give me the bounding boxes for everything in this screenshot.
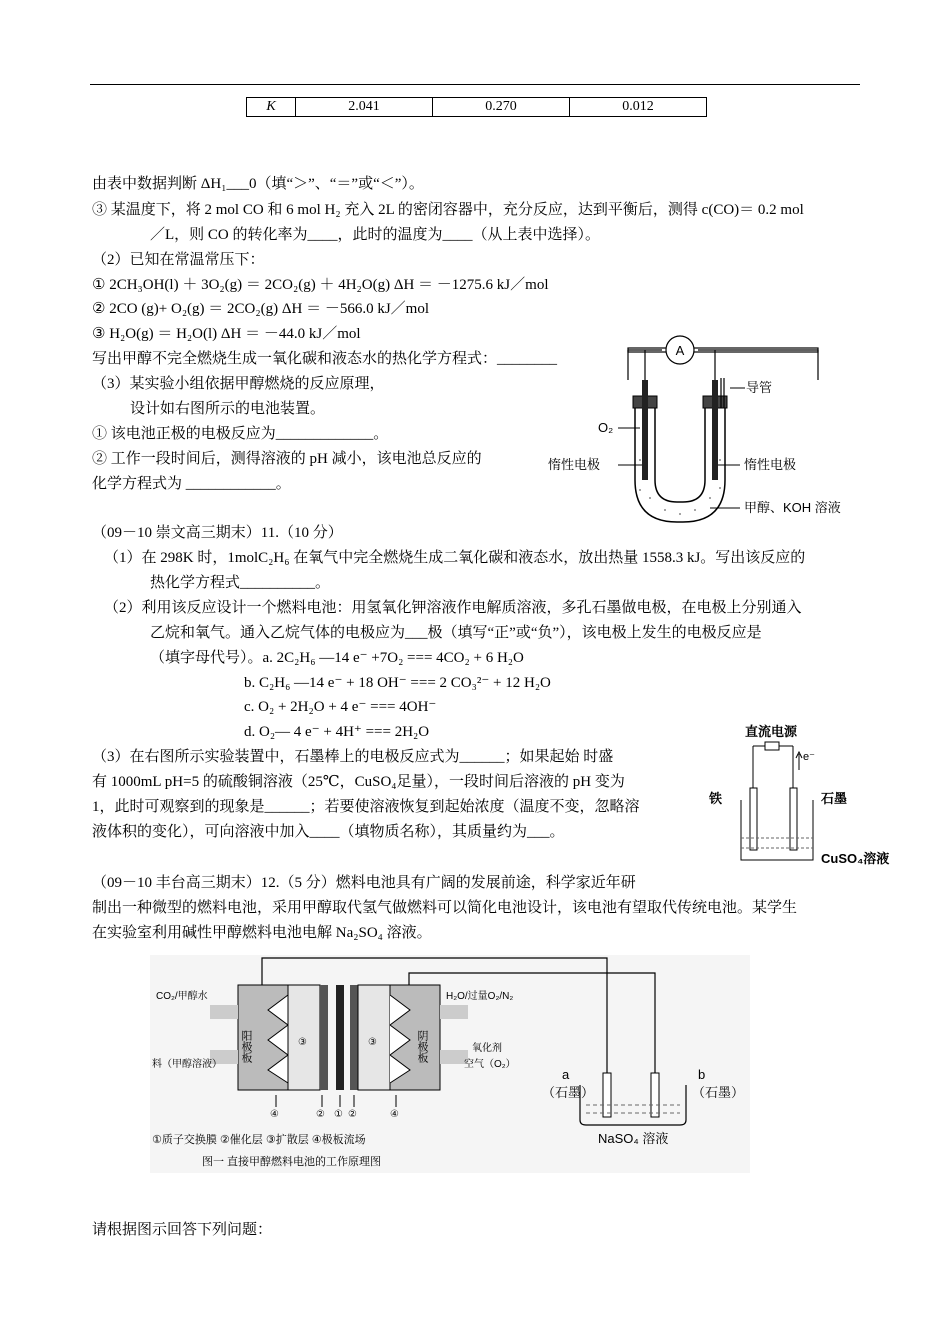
legend-text: ①质子交换膜 ②催化层 ③扩散层 ④极板流场 [152,1134,366,1146]
question-heading: （09－10 崇文高三期末）11.（10 分） [92,525,343,541]
anode-plate-label: 阳极板 [240,1030,252,1063]
right-electrode-label: 惰性电极 [744,457,797,472]
left-outlet-label: CO₂/甲醇水 [156,991,208,1002]
layer-3-left: ③ [298,1037,307,1048]
cathode-plate-label: 阴极板 [416,1030,428,1063]
solution-label: 甲醇、KOH 溶液 [744,500,841,515]
right-inlet-label-1: 氧化剂 [472,1043,502,1054]
text-line: 请根据图示回答下列问题： [92,1222,273,1238]
left-electrode-label: 惰性电极 [548,457,601,472]
figure-caption: 图一 直接甲醇燃料电池的工作原理图 [202,1156,382,1168]
table-cell: 0.270 [433,98,570,117]
text-line: 写出甲醇不完全燃烧生成一氧化碳和液态水的热化学方程式：________ [92,351,558,367]
power-source-icon [765,742,779,750]
o2-label: O₂ [598,420,614,435]
power-label: 直流电源 [745,724,798,739]
graphite-label: 石墨 [821,791,848,806]
text-line: （填字母代号）。a. 2C₂H₆ —14 e⁻ +7O₂ === 4CO₂ + 6 H₂O [150,650,524,666]
equation-line: ③ H₂O(g) ＝ H₂O(l) ΔH ＝ －44.0 kJ／mol [92,326,361,342]
electrode-a-sub: （石墨） [542,1085,595,1100]
text-line: 1，此时可观察到的现象是______；若要使溶液恢复到起始浓度（温度不变，忽略溶 [92,799,640,815]
text-line: 乙烷和氧气。通入乙烷气体的电极应为___极（填写“正”或“负”），该电极上发生的电极反应是 [150,625,762,641]
ammeter-label: A [675,343,685,358]
equilibrium-constant-table [246,97,707,117]
table-row [247,98,707,117]
text-line: 制出一种微型的燃料电池，采用甲醇取代氢气做燃料可以简化电池设计，该电池有望取代传统电池。某学生 [92,900,798,916]
header-rule [90,84,860,85]
text-line: （1）在 298K 时，1molC₂H₆ 在氧气中完全燃烧生成二氧化碳和液态水，放出热量 1558.3 kJ。写出该反应的 [104,550,806,566]
table-cell: 2.041 [296,98,433,117]
text-line: （3）某实验小组依据甲醇燃烧的反应原理， [92,376,385,392]
table-cell: 0.012 [570,98,707,117]
marker-2-right: ② [348,1109,357,1120]
solution-label: CuSO₄溶液 [821,851,890,866]
cuso4-electrolysis-figure [705,720,905,870]
marker-4-right: ④ [390,1109,399,1120]
electrode-a-label: a [562,1067,570,1082]
text-line: 在实验室利用碱性甲醇燃料电池电解 Na₂SO₄ 溶液。 [92,925,432,941]
right-inlet-label-2: 空气（O₂） [464,1059,516,1070]
u-tube-cell-figure [540,330,870,530]
question-heading: （09－10 丰台高三期末）12.（5 分）燃料电池具有广阔的发展前途，科学家近年研 [92,875,636,891]
text-line: ① 该电池正极的电极反应为_____________。 [92,426,389,442]
marker-1: ① [334,1109,343,1120]
text-line: ／L，则 CO 的转化率为____，此时的温度为____（从上表中选择）。 [150,227,601,243]
text-line: 热化学方程式__________。 [150,575,331,591]
text-line: （2）已知在常温常压下： [92,252,265,268]
option-line: d. O₂— 4 e⁻ + 4H⁺ === 2H₂O [244,724,430,740]
text-line: ② 工作一段时间后，测得溶液的 pH 减小，该电池总反应的 [92,451,482,467]
equation-line: ② 2CO (g)+ O₂(g) ＝ 2CO₂(g) ΔH ＝ －566.0 kJ／mol [92,301,429,317]
table-row-label: K [247,98,296,117]
text-line: 液体积的变化），可向溶液中加入____（填物质名称），其质量约为___。 [92,824,565,840]
electrode-b-label: b [698,1067,706,1082]
cell-solution-label: NaSO₄ 溶液 [598,1131,669,1146]
methanol-fuel-cell-figure [150,955,750,1173]
equation-line: ① 2CH₃OH(l) ＋ 3O₂(g) ＝ 2CO₂(g) ＋ 4H₂O(g) ΔH ＝ －1275.6 kJ／mol [92,277,549,293]
text-line: （3）在右图所示实验装置中，石墨棒上的电极反应式为______；如果起始 时盛 [92,749,614,765]
marker-2-left: ② [316,1109,325,1120]
text-line: 有 1000mL pH=5 的硫酸铜溶液（25℃，CuSO₄足量），一段时间后溶液的 pH 变为 [92,774,625,790]
text-line: （2）利用该反应设计一个燃料电池：用氢氧化钾溶液作电解质溶液，多孔石墨做电极，在电极上分别通入 [104,600,802,616]
iron-label: 铁 [709,791,723,806]
text-line: 化学方程式为 ____________。 [92,476,291,492]
tube-label: 导管 [746,380,773,395]
electron-label: e⁻ [803,751,815,763]
layer-3-right: ③ [368,1037,377,1048]
electrode-b-sub: （石墨） [692,1085,745,1100]
option-line: b. C₂H₆ —14 e⁻ + 18 OH⁻ === 2 CO₃²⁻ + 12 H₂O [244,675,551,691]
text-line: ③ 某温度下，将 2 mol CO 和 6 mol H₂ 充入 2L 的密闭容器中，充分反应，达到平衡后，测得 c(CO)＝ 0.2 mol [92,202,804,218]
text-line: 设计如右图所示的电池装置。 [130,401,326,417]
marker-4-left: ④ [270,1109,279,1120]
right-outlet-label: H₂O/过量O₂/N₂ [446,991,514,1002]
text-line: 由表中数据判断 ΔH₁___0（填“＞”、“＝”或“＜”）。 [92,176,424,192]
left-inlet-label: 料（甲醇溶液） [152,1059,222,1070]
option-line: c. O₂ + 2H₂O + 4 e⁻ === 4OH⁻ [244,699,437,715]
